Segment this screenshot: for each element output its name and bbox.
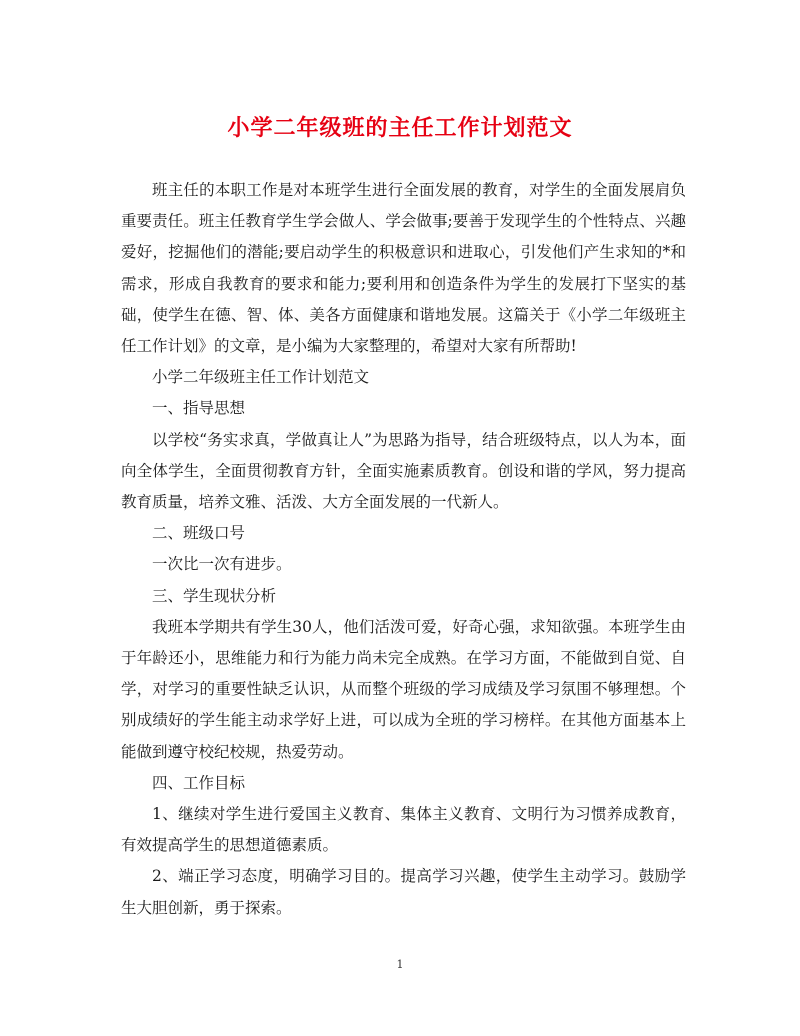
guiding-thought-paragraph: 以学校“务实求真，学做真让人”为思路为指导，结合班级特点，以人为本，面向全体学生，全面贯彻教育方针，全面实施素质教育。创设和谐的学风，努力提高教育质量，培养文雅、活泼、大方全面发展的一代新人。 [121,430,686,512]
document-title: 小学二年级班的主任工作计划范文 [227,115,573,141]
intro-paragraph: 班主任的本职工作是对本班学生进行全面发展的教育，对学生的全面发展肩负重要责任。班主任教育学生学会做人、学会做事;要善于发现学生的个性特点、兴趣爱好，挖掘他们的潜能;要启动学生的积极意识和进取心，引发他们产生求知的*和需求，形成自我教育的要求和能力;要利用和创造条件为学生的发展打下坚实的基础，使学生在德、智、体、美各方面健康和谐地发展。这篇关于《小学二年级班主任工作计划》的文章，是小编为大家整理的，希望对大家有所帮助! [121,181,686,356]
section-heading-class-slogan: 二、班级口号 [152,524,246,543]
section-heading-guiding-thought: 一、指导思想 [152,399,246,418]
work-goal-item-2: 2、端正学习态度，明确学习目的。提高学习兴趣，使学生主动学习。鼓励学生大胆创新，勇于探索。 [121,867,686,917]
student-analysis-paragraph: 我班本学期共有学生30人，他们活泼可爱，好奇心强，求知欲强。本班学生由于年龄还小，思维能力和行为能力尚未完全成熟。在学习方面，不能做到自觉、自学，对学习的重要性缺乏认识，从而整个班级的学习成绩及学习氛围不够理想。个别成绩好的学生能主动求学好上进，可以成为全班的学习榜样。在其他方面基本上能做到遵守校纪校规，热爱劳动。 [121,617,686,761]
subtitle-paragraph: 小学二年级班主任工作计划范文 [152,368,370,387]
work-goal-item-1: 1、继续对学生进行爱国主义教育、集体主义教育、文明行为习惯养成教育，有效提高学生的思想道德素质。 [121,805,686,855]
section-heading-work-goals: 四、工作目标 [152,773,246,792]
class-slogan-paragraph: 一次比一次有进步。 [152,555,292,574]
section-heading-student-analysis: 三、学生现状分析 [152,586,277,605]
page-number: 1 [396,958,404,971]
document-body [121,175,686,924]
